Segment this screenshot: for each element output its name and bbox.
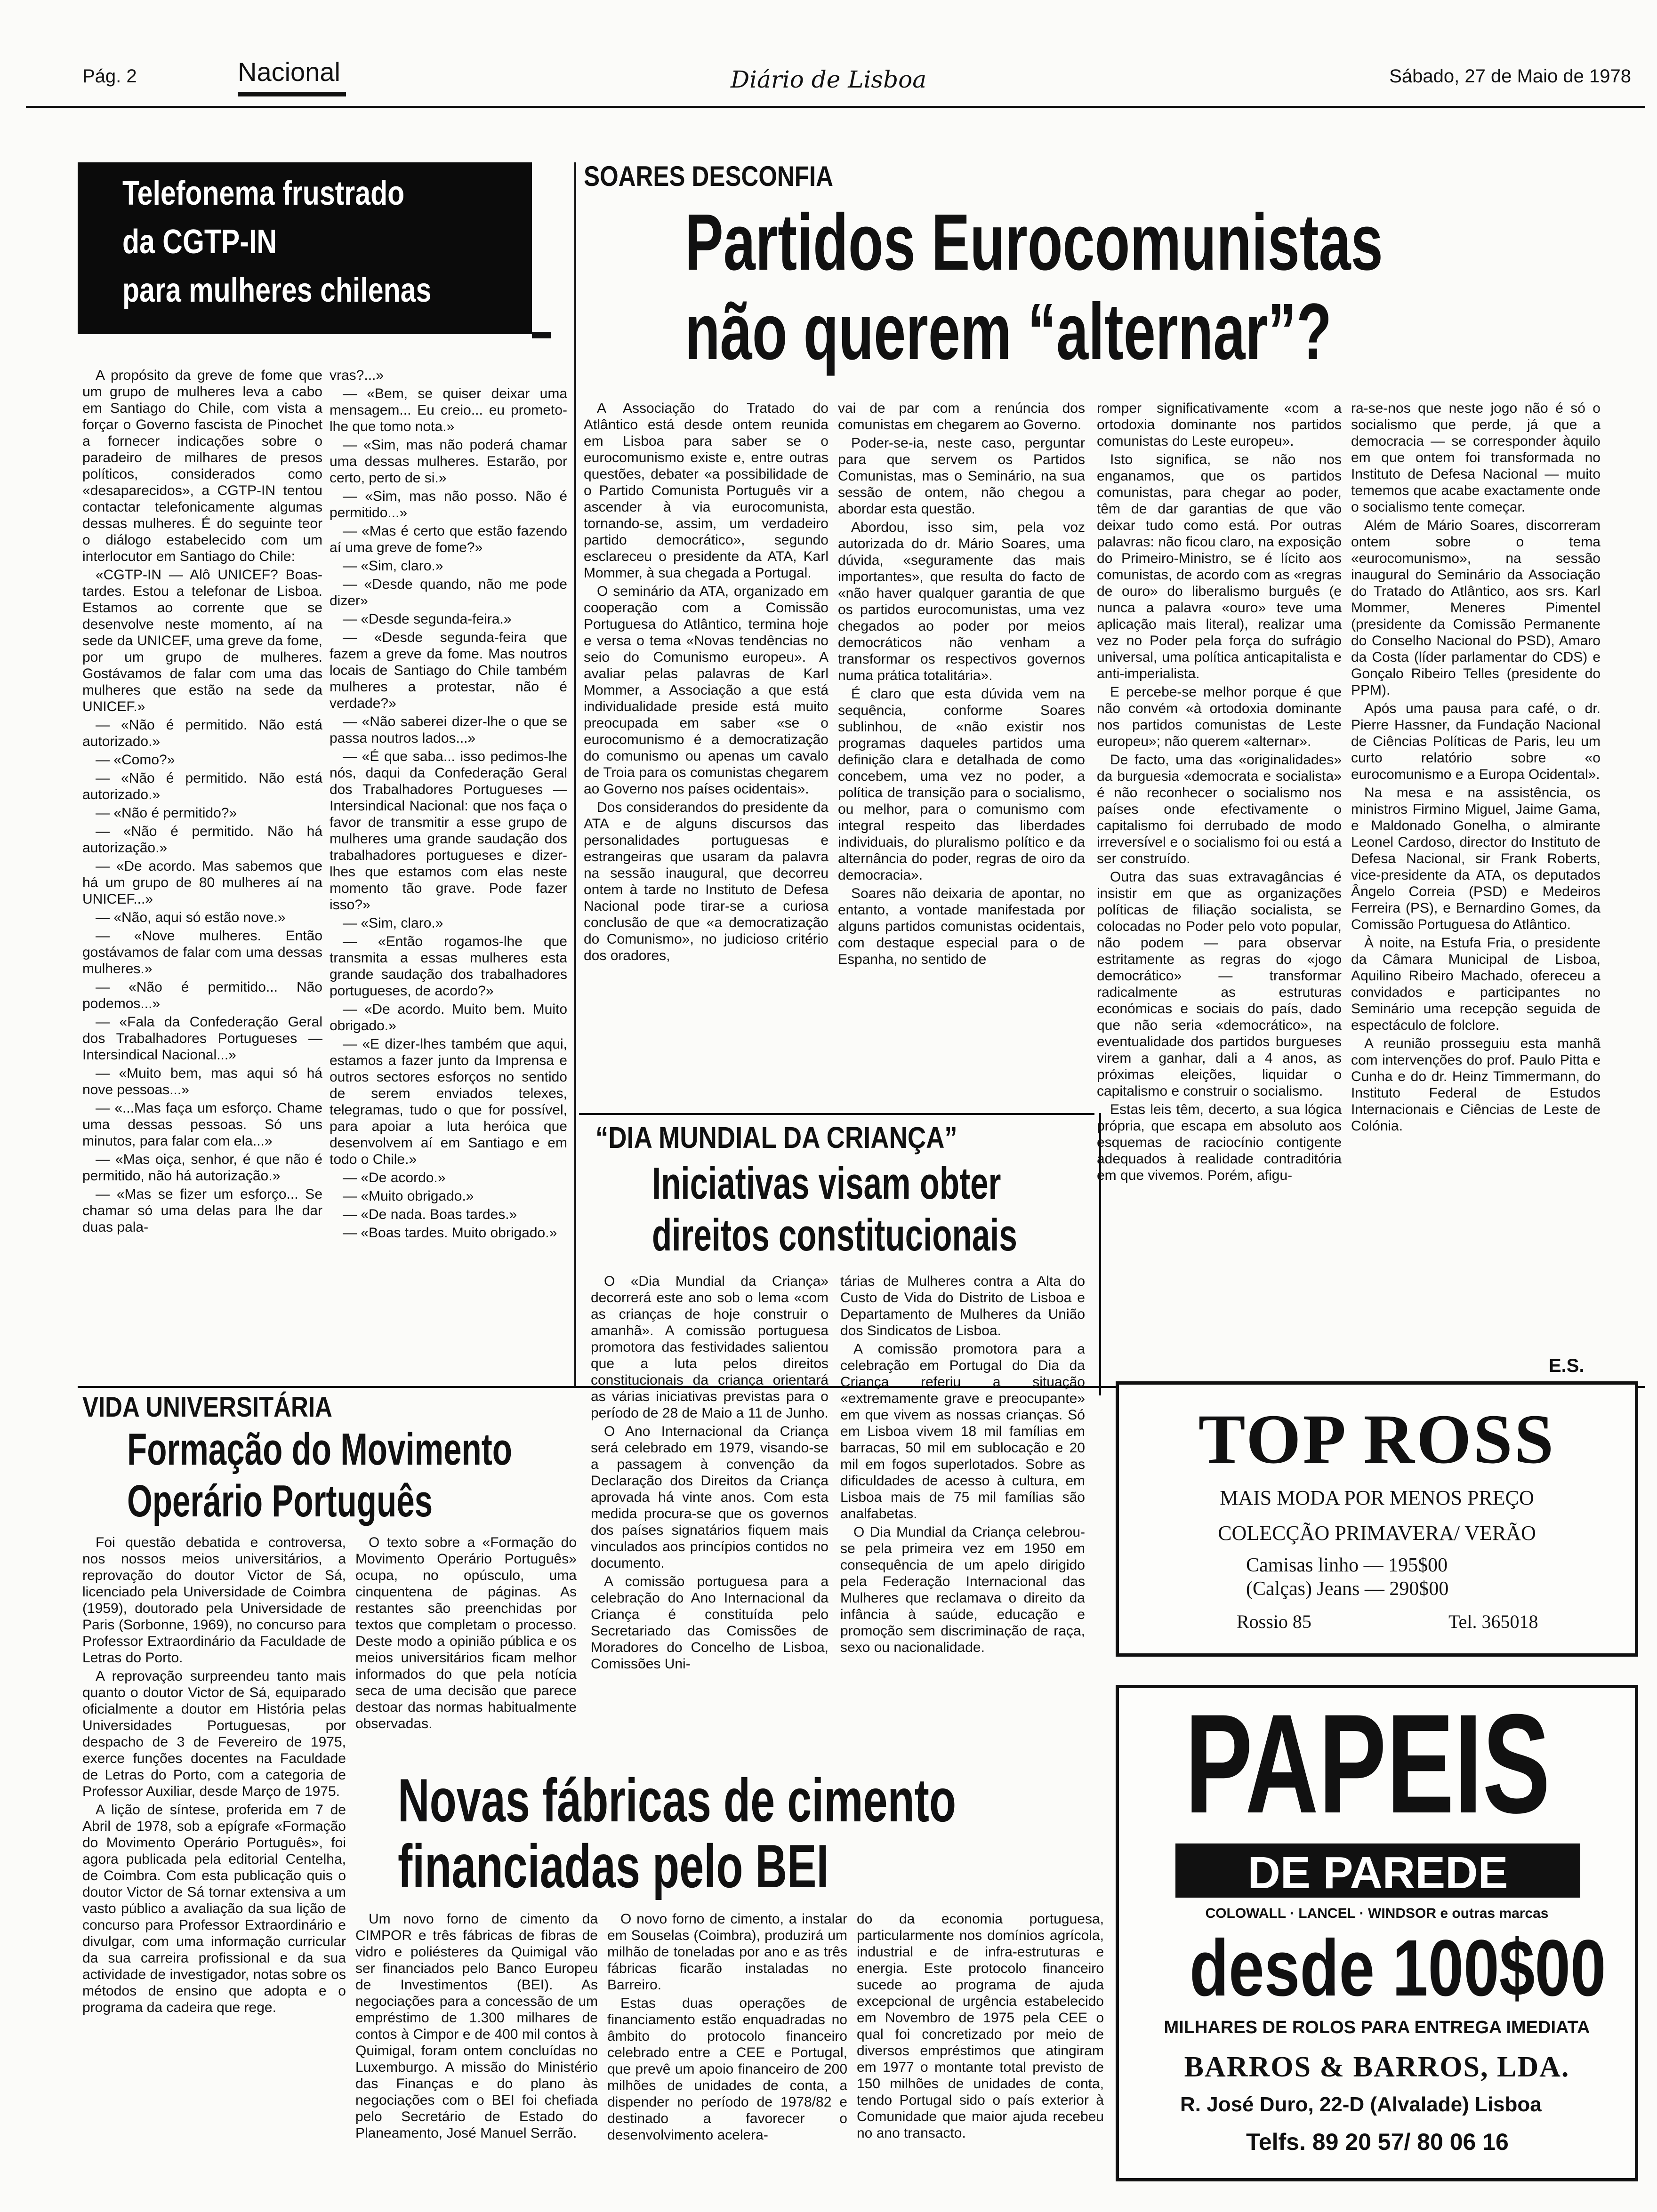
ad-price-item: (Calças) Jeans — 290$00	[1246, 1578, 1449, 1600]
ad-brands: COLOWALL · LANCEL · WINDSOR e outras marcas	[1205, 1906, 1549, 1921]
paragraph: — «Boas tardes. Muito obrigado.»	[343, 1225, 557, 1241]
column-divider	[574, 162, 576, 1386]
eurocom-column-3	[1097, 400, 1342, 1355]
ad-subtitle: DE PAREDE	[1247, 1848, 1508, 1898]
paragraph: É claro que esta dúvida vem na sequência, conforme Soares sublinhou, de «não existir nos programas daqueles partidos uma definição clara e detalhada de como concebem, uma vez no poder, a política de transição para o socialismo, ou melhor, para o comunismo com integral respeito das liberdades individuais, do pluralismo político e da alternância do poder, regras de oiro da democracia».	[838, 686, 1085, 883]
ad-phone: Telfs. 89 20 57/ 80 06 16	[1246, 2129, 1509, 2155]
paragraph: ra-se-nos que neste jogo não é só o socialismo que perde, já que a democracia — se corresponder àquilo em que ontem foi transformada no Instituto de Defesa Nacional — muito tememos que acabe exactamente onde o socialismo tente começar.	[1351, 401, 1601, 515]
paragraph: — «Desde segunda-feira.»	[343, 611, 512, 627]
paragraph: do da economia portuguesa, particularmente nos domínios agrícola, industrial e de infra-estruturas e energia. Este protocolo financeiro sucede ao programa de ajuda excepcional de urgência estabelecido em Novembro de 1975 pela CEE o qual foi concretizado por meio de diversos empréstimos que atingiram em 1977 o montante total previsto de 150 milhões de unidades de conta, tendo Portugal sido o país exterior à Comunidade que maior ajuda recebeu no ano transacto.	[857, 1911, 1104, 2141]
paragraph: — «Fala da Confederação Geral dos Trabalhadores Portugueses — Intersindical Nacional...»	[82, 1014, 322, 1063]
universidade-headline-line: Operário Português	[127, 1476, 433, 1526]
paragraph: — «Desde quando, não me pode dizer»	[330, 577, 567, 609]
ad-subtitle-bar	[1175, 1843, 1580, 1898]
paragraph: — «Sim, claro.»	[343, 915, 443, 931]
paragraph: — «É que saba... isso pedimos-lhe nós, daqui da Confederação Geral dos Trabalhadores Portugueses — Intersindical Nacional: que nos faça o favor de transmitir a esse grupo de mulheres uma grande saudação dos trabalhadores portugueses e dizer-lhes que estamos com elas neste momento tão grave. Pode fazer isso?»	[330, 749, 567, 913]
eurocom-headline-line: Partidos Eurocomunistas	[685, 198, 1383, 287]
ad-address: R. José Duro, 22-D (Alvalade) Lisboa	[1180, 2093, 1542, 2116]
paragraph: vras?...»	[330, 368, 384, 383]
ad-top-ross	[1116, 1381, 1638, 1657]
paragraph: — «Nove mulheres. Então gostávamos de falar com uma dessas mulheres.»	[82, 928, 322, 977]
paragraph: vai de par com a renúncia dos comunistas em chegarem ao Governo.	[838, 401, 1085, 433]
cimento-column-1	[355, 1911, 598, 2198]
cimento-headline-line: financiadas pelo BEI	[398, 1832, 829, 1900]
paragraph: A reprovação surpreendeu tanto mais quanto o doutor Victor de Sá, equiparado oficialmente a doutor em História pelas Universidades Portuguesas, por despacho de 3 de Fevereiro de 1975, exerce funções docentes na Faculdade de Letras do Porto, com a categoria de Professor Auxiliar, desde Março de 1975.	[82, 1668, 346, 1799]
paragraph: Isto significa, se não nos enganamos, que os partidos comunistas, para chegar ao poder, têm de dar garantias de que vão deixar tudo como está. Por outras palavras: não ficou claro, na exposição do Primeiro-Ministro, se é lícito aos comunistas, de acordo com as «regras de ouro» do liberalismo burguês (e nunca a palavra «ouro» teve uma aplicação mais literal), realizar uma vez no Poder pela força do sufrágio universal, uma política anticapitalista e anti-imperialista.	[1097, 452, 1342, 681]
paragraph: Estas duas operações de financiamento estão enquadradas no âmbito do protocolo financeiro celebrado entre a CEE e Portugal, que prevê um apoio financeiro de 200 milhões de unidades de conta, a dispender no período de 1978/82 e destinado a favorecer o desenvolvimento acelera-	[607, 1996, 847, 2143]
ad-company: BARROS & BARROS, LDA.	[1184, 2051, 1570, 2083]
paragraph: O texto sobre a «Formação do Movimento Operário Português» ocupa, no opúsculo, uma cinquentena de páginas. As restantes são preenchidas por textos que completam o processo. Deste modo a opinião pública e os meios universitários ficam melhor informados do que pela notícia seca de uma decisão que parece destoar das normas habitualmente observadas.	[355, 1535, 577, 1731]
ad-note: MILHARES DE ROLOS PARA ENTREGA IMEDIATA	[1164, 2018, 1590, 2037]
paragraph: — «E dizer-lhes também que aqui, estamos a fazer junto da Imprensa e outros sectores esforços no sentido de serem enviados telexes, telegramas, tudo o que for possível, para apoiar a luta heróica que desenvolvem aí em Santiago e em todo o Chile.»	[330, 1036, 567, 1167]
paragraph: Após uma pausa para café, o dr. Pierre Hassner, da Fundação Nacional de Ciências Políticas de Paris, leu um curto relatório sobre «o eurocomunismo e a Europa Ocidental».	[1351, 701, 1601, 782]
paragraph: — «Mas é certo que estão fazendo aí uma greve de fome?»	[330, 523, 567, 555]
paragraph: À noite, na Estufa Fria, o presidente da Câmara Municipal de Lisboa, Aquilino Ribeiro Machado, ofereceu a convidados e participantes no Seminário uma recepção seguida de espectáculo de folclore.	[1351, 935, 1601, 1033]
universidade-kicker: VIDA UNIVERSITÁRIA	[82, 1391, 332, 1423]
paragraph: O Ano Internacional da Criança será celebrado em 1979, visando-se a passagem à convenção da Declaração dos Direitos da Criança aprovada há vinte anos. Com esta medida procura-se que os governos dos países signatários fiquem mais vinculados aos princípios contidos no documento.	[591, 1424, 828, 1571]
eurocom-headline-line: não querem “alternar”?	[685, 287, 1332, 377]
ad-collection: COLECÇÃO PRIMAVERA/ VERÃO	[1218, 1522, 1536, 1545]
paragraph: — «Não é permitido?»	[96, 805, 237, 821]
paragraph: — «Não é permitido... Não podemos...»	[82, 979, 322, 1011]
ad-title: PAPEIS	[1185, 1684, 1551, 1843]
paragraph: Outra das suas extravagâncias é insistir em que as organizações políticas de filiação socialista, se colocadas no Poder pelo voto popular, não podem — para observar estritamente as regras do «jogo democrático» — transformar radicalmente as estruturas económicas e sociais do país, dado que não seria «democrático», na eventualidade dos partidos burgueses virem a ganhar, dali a 4 anos, as próximas eleições, liquidar o capitalismo e construir o socialismo.	[1097, 869, 1342, 1099]
ad-papeis-de-parede	[1116, 1685, 1638, 2181]
paragraph: — «Não é permitido. Não há autorização.»	[82, 824, 322, 856]
ad-price-item: Camisas linho — 195$00	[1246, 1555, 1448, 1576]
paragraph: Na mesa e na assistência, os ministros Firmino Miguel, Jaime Gama, e Maldonado Gonelha, o almirante Leonel Cardoso, director do Instituto de Defesa Nacional, sir Frank Roberts, vice-presidente da ATA, os deputados Ângelo Correia (PSD) e Medeiros Ferreira (PS), e Bernardino Gomes, da Comissão Portuguesa do Atlântico.	[1351, 785, 1601, 932]
crianca-column-2	[840, 1273, 1085, 1758]
paragraph: E percebe-se melhor porque é que não convém «à ortodoxia dominante nos partidos comunistas de Leste europeu»; não querem «alternar».	[1097, 684, 1342, 749]
paragraph: O seminário da ATA, organizado em cooperação com a Comissão Portuguesa do Atlântico, termina hoje e versa o tema «Novas tendências no seio do Comunismo europeu». A avaliar pelas palavras de Karl Mommer, a Associação a que está individualidade preside está muito preocupada em saber «se o eurocomunismo é a democratização do comunismo ou apenas um cavalo de Troia para os comunistas chegarem ao Governo nos países ocidentais».	[584, 584, 828, 797]
paragraph: — «Muito bem, mas aqui só há nove pessoas...»	[82, 1066, 322, 1098]
paragraph: — «Mas se fizer um esforço... Se chamar só uma delas para lhe dar duas pala-	[82, 1186, 322, 1235]
crianca-headline-line: Iniciativas visam obter	[652, 1158, 1001, 1209]
paragraph: Soares não deixaria de apontar, no entanto, a vontade manifestada por alguns partidos comunistas ocidentais, com destaque especial para o de Espanha, no sentido de	[838, 886, 1085, 967]
paragraph: tárias de Mulheres contra a Alta do Custo de Vida do Distrito de Lisboa e Departamento de Mulheres da União dos Sindicatos de Lisboa.	[840, 1274, 1085, 1338]
eurocom-column-2	[838, 400, 1085, 1106]
paragraph: — «Não é permitido. Não está autorizado.»	[82, 770, 322, 802]
paragraph: — «Muito obrigado.»	[343, 1188, 474, 1204]
paragraph: — «Como?»	[96, 752, 175, 768]
paragraph: Um novo forno de cimento da CIMPOR e três fábricas de fibras de vidro e poliésteres da Quimigal vão ser financiados pelo Banco Europeu de Investimentos (BEI). As negociações para a concessão de um empréstimo de 1.300 milhares de contos à Cimpor e de 400 mil contos à Quimigal, foram ontem concluídas no Luxemburgo. A missão do Ministério das Finanças e do plano às negociações com o BEI foi chefiada pelo Secretário de Estado do Planeamento, José Manuel Serrão.	[355, 1911, 598, 2141]
header-rule	[26, 106, 1645, 108]
paragraph: A lição de síntese, proferida em 7 de Abril de 1978, sob a epígrafe «Formação do Movimento Operário Português», foi agora publicada pela editorial Centelha, de Coimbra. Com esta publicação quis o doutor Victor de Sá tornar extensiva a um vasto público a avaliação da sua lição de concurso para Professor Extraordinário e divulgar, com uma informação curricular da sua carreira profissional e da sua actividade de investigador, notas sobre os métodos de ensino que adopta e o programa da cadeira que rege.	[82, 1802, 346, 2015]
ad-price: desde 100$00	[1190, 1923, 1606, 2013]
paragraph: — «...Mas faça um esforço. Chame uma dessas pessoas. Só uns minutos, para falar com ela...»	[82, 1100, 322, 1149]
paragraph: A propósito da greve de fome que um grupo de mulheres leva a cabo em Santiago do Chile, com vista a forçar o Governo fascista de Pinochet a fornecer indicações sobre o paradeiro de milhares de presos políticos, considerados como «desaparecidos», a CGTP-IN tentou contactar telefonicamente algumas dessas mulheres. É do seguinte teor o diálogo estabelecido com um interlocutor em Santiago do Chile:	[82, 368, 322, 564]
page-number: Pág. 2	[82, 66, 137, 87]
cimento-column-2	[607, 1911, 847, 2198]
paragraph: Foi questão debatida e controversa, nos nossos meios universitários, a reprovação do doutor Victor de Sá, licenciado pela Universidade de Coimbra (1959), doutorado pela Universidade de Paris (Sorbonne, 1969), no concurso para Professor Extraordinário da Faculdade de Letras do Porto.	[82, 1535, 346, 1666]
paragraph: — «Não é permitido. Não está autorizado.»	[82, 717, 322, 749]
paragraph: — «Sim, claro.»	[343, 558, 443, 574]
paragraph: — «Não, aqui só estão nove.»	[96, 910, 286, 925]
cimento-column-3	[857, 1911, 1104, 2198]
paragraph: A Associação do Tratado do Atlântico está desde ontem reunida em Lisboa para saber se o eurocomunismo existe e, entre outras questões, debater «a possibilidade de o Partido Comunista Português vir a ascender à via eurocomunista, tornando-se, assim, um verdadeiro partido democrático», segundo esclareceu o presidente da ATA, Karl Mommer, à sua chegada a Portugal.	[584, 401, 828, 581]
paragraph: — «De acordo. Mas sabemos que há um grupo de 80 mulheres aí na UNICEF...»	[82, 858, 322, 907]
paragraph: «CGTP-IN — Alô UNICEF? Boas-tardes. Estou a telefonar de Lisboa. Estamos ao corrente que se desenvolve neste momento, aí na sede da UNICEF, uma greve da fome, por um grupo de mulheres. Gostávamos de falar com uma das mulheres que estão na sede da UNICEF.»	[82, 567, 322, 714]
ad-tagline: MAIS MODA POR MENOS PREÇO	[1220, 1486, 1534, 1509]
eurocom-kicker: SOARES DESCONFIA	[584, 160, 833, 192]
cimento-headline-line: Novas fábricas de cimento	[398, 1766, 957, 1835]
section-underline	[238, 92, 346, 96]
paragraph: — «De acordo.»	[343, 1170, 446, 1186]
cgtp-headline-line: Telefonema frustrado	[122, 175, 405, 212]
paragraph: — «Sim, mas não poderá chamar uma dessas mulheres. Estarão, por certo, perto de si.»	[330, 437, 567, 486]
universidade-headline-line: Formação do Movimento	[127, 1424, 512, 1475]
ad-brand: TOP ROSS	[1198, 1400, 1556, 1478]
paragraph: De facto, uma das «originalidades» da burguesia «democrata e socialista» é não reconhecer o socialismo nos países onde efectivamente o capitalismo foi derrubado de modo irreversível e o socialismo foi ou está a ser construído.	[1097, 752, 1342, 866]
paragraph: A comissão portuguesa para a celebração do Ano Internacional da Criança é constituída pelo Secretariado das Comissões de Moradores do Concelho de Lisboa, Comissões Uni-	[591, 1574, 828, 1672]
universidade-column-1	[82, 1534, 346, 2198]
paragraph: romper significativamente «com a ortodoxia dominante nos partidos comunistas do Leste europeu».	[1097, 401, 1342, 449]
cgtp-column-1	[82, 367, 322, 1360]
author-signature: E.S.	[1549, 1355, 1585, 1376]
paragraph: Poder-se-ia, neste caso, perguntar para que servem os Partidos Comunistas, mas o Seminário, na sua sessão de ontem, não chegou a abordar esta questão.	[838, 435, 1085, 517]
paragraph: Dos considerandos do presidente da ATA e de alguns discursos das personalidades portuguesas e estrangeiras que usaram da palavra na sessão inaugural, que decorreu ontem à tarde no Instituto de Defesa Nacional pode tirar-se a curiosa conclusão de que «a democratização do Comunismo», no judicioso critério dos oradores,	[584, 800, 828, 963]
paragraph: Além de Mário Soares, discorreram ontem sobre o tema «eurocomunismo», na sessão inaugural do Seminário da Associação do Tratado do Atlântico, aos srs. Karl Mommer, Meneres Pimentel (presidente da Comissão Permanente do Conselho Nacional do PSD), Amaro da Costa (líder parlamentar do CDS) e Gonçalo Ribeiro Telles (presidente do PPM).	[1351, 518, 1601, 698]
cgtp-headline-box	[78, 162, 532, 334]
crianca-kicker: “DIA MUNDIAL DA CRIANÇA”	[595, 1121, 957, 1154]
paragraph: O «Dia Mundial da Criança» decorrerá este ano sob o lema «com as crianças de hoje construir o amanhã». A comissão portuguesa promotora das festividades salientou que a luta pelos direitos constitucionais da criança orientará as várias iniciativas previstas para o período de 28 de Maio a 11 de Junho.	[591, 1274, 828, 1421]
cgtp-headline-line: para mulheres chilenas	[122, 272, 432, 309]
ad-address: Rossio 85	[1237, 1611, 1311, 1632]
paragraph: — «Sim, mas não posso. Não é permitido...»	[330, 489, 567, 521]
paragraph: O Dia Mundial da Criança celebrou-se pela primeira vez em 1950 em consequência de um apelo dirigido pela Federação Internacional das Mulheres que reclamava o direito da infância à saúde, educação e promoção sem discriminação de raça, sexo ou nacionalidade.	[840, 1524, 1085, 1655]
paragraph: Estas leis têm, decerto, a sua lógica própria, que escapa em absoluto aos esquemas de raciocínio contigente adequados à realidade contraditória em que vivemos. Porém, afigu-	[1097, 1102, 1342, 1183]
paragraph: Abordou, isso sim, pela voz autorizada do dr. Mário Soares, uma dúvida, «seguramente das mais importantes», que resulta do facto de «não haver qualquer garantia de que os partidos eurocomunistas, uma vez chegados ao poder por meios democráticos não venham a transformar os respectivos governos numa prática totalitária».	[838, 520, 1085, 683]
cgtp-headline-line: da CGTP-IN	[122, 223, 277, 261]
ad-phone: Tel. 365018	[1448, 1611, 1538, 1632]
headline-box-tab	[532, 332, 551, 338]
crianca-column-1	[591, 1273, 828, 1758]
issue-date: Sábado, 27 de Maio de 1978	[1389, 66, 1631, 87]
universidade-column-2	[355, 1534, 577, 1755]
eurocom-column-4	[1351, 400, 1601, 1280]
paragraph: — «De nada. Boas tardes.»	[343, 1207, 517, 1222]
paragraph: — «Então rogamos-lhe que transmita a essas mulheres esta grande saudação dos trabalhadores portugueses, de acordo?»	[330, 934, 567, 999]
paragraph: — «De acordo. Muito bem. Muito obrigado.»	[330, 1002, 567, 1034]
paragraph: — «Mas oiça, senhor, é que não é permitido, não há autorização.»	[82, 1152, 322, 1184]
paragraph: — «Não saberei dizer-lhe o que se passa noutros lados...»	[330, 714, 567, 746]
paragraph: A reunião prosseguiu esta manhã com intervenções do prof. Paulo Pitta e Cunha e do dr. Heinz Timmermann, do Instituto Federal de Estudos Internacionais e Ciências de Leste de Colónia.	[1351, 1036, 1601, 1134]
paragraph: — «Bem, se quiser deixar uma mensagem... Eu creio... eu prometo-lhe que tomo nota.»	[330, 386, 567, 434]
section-divider	[579, 1113, 1094, 1115]
eurocom-column-1	[584, 400, 828, 1106]
section-title: Nacional	[238, 57, 340, 87]
paragraph: — «Desde segunda-feira que fazem a greve da fome. Mas noutros locais de Santiago do Chile também mulheres a protestar, não é verdade?»	[330, 630, 567, 711]
newspaper-title: Diário de Lisboa	[730, 66, 927, 93]
paragraph: A comissão promotora para a celebração em Portugal do Dia da Criança referiu a situação «extremamente grave e preocupante» em que vivem as nossas crianças. Só em Lisboa vivem 18 mil famílias em barracas, 50 mil em sublocação e 20 mil em fogos superlotados. Sobre as dificuldades de acesso à cultura, em Lisboa mais de 75 mil famílias são analfabetas.	[840, 1341, 1085, 1522]
crianca-headline-line: direitos constitucionais	[652, 1210, 1017, 1260]
paragraph: O novo forno de cimento, a instalar em Souselas (Coimbra), produzirá um milhão de toneladas por ano e as três fábricas ficarão instaladas no Barreiro.	[607, 1911, 847, 1993]
cgtp-column-2	[330, 367, 567, 1360]
